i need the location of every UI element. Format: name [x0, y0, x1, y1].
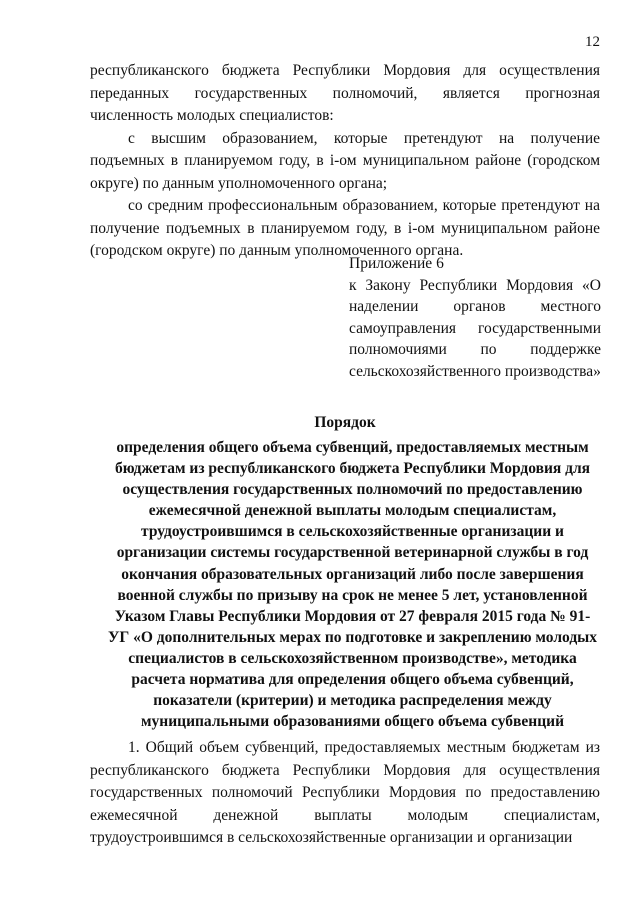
order-heading: Порядок — [314, 414, 376, 431]
intro-paragraph: республиканского бюджета Республики Мордовия для осуществления переданных государственных полномочий, является прогнозная численность молодых специалистов: — [90, 62, 600, 124]
section-one-paragraph: 1. Общий объем субвенций, предоставляемых местным бюджетам из республиканского бюджета Республики Мордовия для осуществления государственных полномочий Республики Мордовия по предоставлению ежемесячной денежной выплаты молодым специалистам, трудоустроившимся в сельскохозяйственные организации и организации — [90, 739, 600, 846]
intro-paragraph: со средним профессиональным образованием, которые претендуют на получение подъемных в планируемом году, в i-ом муниципальном районе (городском округе) по данным уполномоченного органа. — [90, 197, 600, 259]
intro-paragraph: с высшим образованием, которые претендуют на получение подъемных в планируемом году, в i-ом муниципальном районе (городском округе) по данным уполномоченного органа; — [90, 129, 600, 192]
page-number: 12 — [585, 34, 600, 50]
appendix-text: к Закону Республики Мордовия «О наделении органов местного самоуправления государственными полномочиями по поддержке сельскохозяйственного производства» — [349, 276, 601, 380]
order-title: определения общего объема субвенций, предоставляемых местным бюджетам из республиканского бюджета Республики Мордовия для осуществления государственных полномочий по предоставлению ежемесячной денежной выплаты молодым специалистам, трудоустроившимся в сельскохозяйственные организации и организации системы государственной ветеринарной службы в год окончания образовательных организаций либо после завершения военной службы по призыву на срок не менее 5 лет, установленной Указом Главы Республики Мордовия от 27 февраля 2015 года № 91-УГ «О дополнительных мерах по подготовке и закреплению молодых специалистов в сельскохозяйственном производстве», методика расчета норматива для определения общего объема субвенций, показатели (критерии) и методика распределения между муниципальными образованиями общего объема субвенций — [107, 439, 598, 731]
intro-text — [90, 60, 600, 263]
appendix-title: Приложение 6 — [349, 255, 444, 272]
appendix-block — [349, 253, 601, 383]
section-one — [90, 737, 600, 850]
